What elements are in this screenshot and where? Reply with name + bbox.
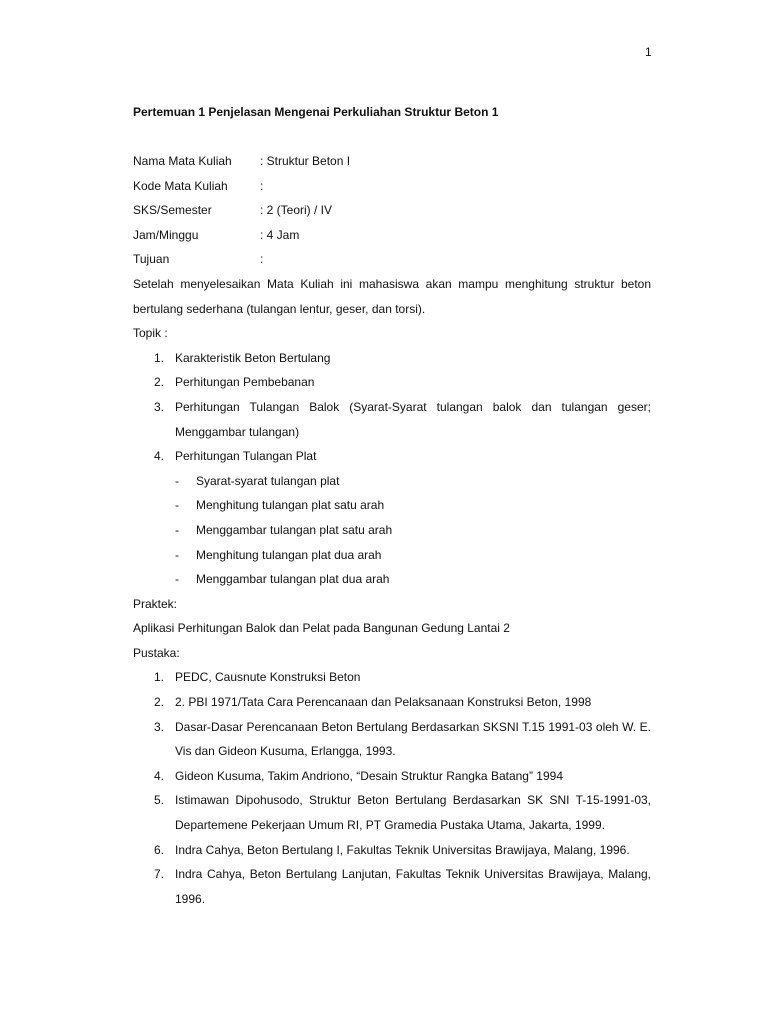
dash-bullet: - — [175, 498, 179, 513]
list-item-text: Perhitungan Tulangan Plat — [175, 449, 317, 464]
sublist-item — [133, 493, 651, 518]
course-info-row — [133, 198, 651, 223]
sublist-item — [133, 469, 651, 494]
course-info-value: : — [260, 252, 264, 267]
reference-item — [133, 838, 651, 863]
list-number: 5. — [154, 793, 165, 808]
praktek-text: Aplikasi Perhitungan Balok dan Pelat pada Bangunan Gedung Lantai 2 — [133, 621, 510, 636]
reference-item — [133, 665, 651, 690]
course-info-value: : 2 (Teori) / IV — [260, 203, 333, 218]
list-item — [133, 395, 651, 444]
sublist-item-text: Menggambar tulangan plat dua arah — [196, 572, 390, 587]
course-info-row — [133, 223, 651, 248]
reference-text: PEDC, Causnute Konstruksi Beton — [175, 670, 361, 685]
sublist-item-text: Syarat-syarat tulangan plat — [196, 473, 340, 488]
document-title: Pertemuan 1 Penjelasan Mengenai Perkuliahan Struktur Beton 1 — [133, 105, 499, 119]
sublist-item — [133, 518, 651, 543]
praktek-heading: Praktek: — [133, 596, 178, 611]
list-item-text: Perhitungan Pembebanan — [175, 375, 315, 390]
topik-heading: Topik : — [133, 326, 168, 341]
course-info-label: Tujuan — [133, 252, 170, 267]
course-info-label: SKS/Semester — [133, 203, 212, 218]
reference-text: Istimawan Dipohusodo, Struktur Beton Bertulang Berdasarkan SK SNI T-15-1991-03, Departemene Pekerjaan Umum RI, PT Gramedia Pustaka Utama, Jakarta, 1999. — [175, 793, 651, 833]
list-item — [133, 370, 651, 395]
reference-item — [133, 715, 651, 764]
dash-bullet: - — [175, 547, 179, 562]
reference-text: Dasar-Dasar Perencanaan Beton Bertulang Berdasarkan SKSNI T.15 1991-03 oleh W. E. Vis dan Gideon Kusuma, Erlangga, 1993. — [175, 719, 651, 759]
list-number: 4. — [154, 768, 165, 783]
dash-bullet: - — [175, 572, 179, 587]
list-number: 1. — [154, 350, 165, 365]
course-info-label: Jam/Minggu — [133, 227, 199, 242]
topik-list — [133, 346, 651, 469]
reference-item — [133, 862, 651, 911]
list-item — [133, 346, 651, 371]
pustaka-list — [133, 665, 651, 911]
list-item-text: Perhitungan Tulangan Balok (Syarat-Syarat tulangan balok dan tulangan geser; Menggambar tulangan) — [175, 399, 651, 439]
sublist-item — [133, 543, 651, 568]
sublist-item-text: Menghitung tulangan plat satu arah — [196, 498, 385, 513]
dash-bullet: - — [175, 522, 179, 537]
reference-item — [133, 788, 651, 837]
reference-text: 2. PBI 1971/Tata Cara Perencanaan dan Pelaksanaan Konstruksi Beton, 1998 — [175, 695, 592, 710]
page-number: 1 — [645, 45, 652, 59]
course-info-label: Kode Mata Kuliah — [133, 178, 228, 193]
reference-text: Indra Cahya, Beton Bertulang I, Fakultas Teknik Universitas Brawijaya, Malang, 1996. — [175, 842, 630, 857]
reference-text: Gideon Kusuma, Takim Andriono, “Desain Struktur Rangka Batang” 1994 — [175, 768, 563, 783]
course-info-value: : — [260, 178, 264, 193]
sublist-item-text: Menggambar tulangan plat satu arah — [196, 522, 393, 537]
list-number: 4. — [154, 449, 165, 464]
course-info-row — [133, 174, 651, 199]
document-body — [133, 100, 651, 911]
list-number: 7. — [154, 867, 165, 882]
list-number: 2. — [154, 375, 165, 390]
list-number: 6. — [154, 842, 165, 857]
course-info-value: : Struktur Beton I — [260, 154, 351, 168]
reference-item — [133, 690, 651, 715]
dash-bullet: - — [175, 473, 179, 488]
course-info-row — [133, 149, 651, 174]
list-number: 2. — [154, 695, 165, 710]
course-info-row — [133, 247, 651, 272]
list-item-text: Karakteristik Beton Bertulang — [175, 350, 331, 365]
sublist-item-text: Menghitung tulangan plat dua arah — [196, 547, 382, 562]
course-info-label: Nama Mata Kuliah — [133, 154, 232, 168]
tujuan-paragraph: Setelah menyelesaikan Mata Kuliah ini mahasiswa akan mampu menghitung struktur beton bertulang sederhana (tulangan lentur, geser, dan torsi). — [133, 276, 651, 316]
pustaka-heading: Pustaka: — [133, 645, 180, 660]
reference-text: Indra Cahya, Beton Bertulang Lanjutan, Fakultas Teknik Universitas Brawijaya, Malang, 1996. — [175, 867, 651, 906]
reference-item — [133, 764, 651, 789]
course-info-value: : 4 Jam — [260, 227, 300, 242]
list-number: 3. — [154, 719, 165, 734]
course-info — [133, 149, 651, 272]
list-number: 3. — [154, 399, 165, 414]
plat-sublist — [133, 469, 651, 592]
sublist-item — [133, 567, 651, 592]
list-item — [133, 444, 651, 469]
list-number: 1. — [154, 670, 165, 685]
